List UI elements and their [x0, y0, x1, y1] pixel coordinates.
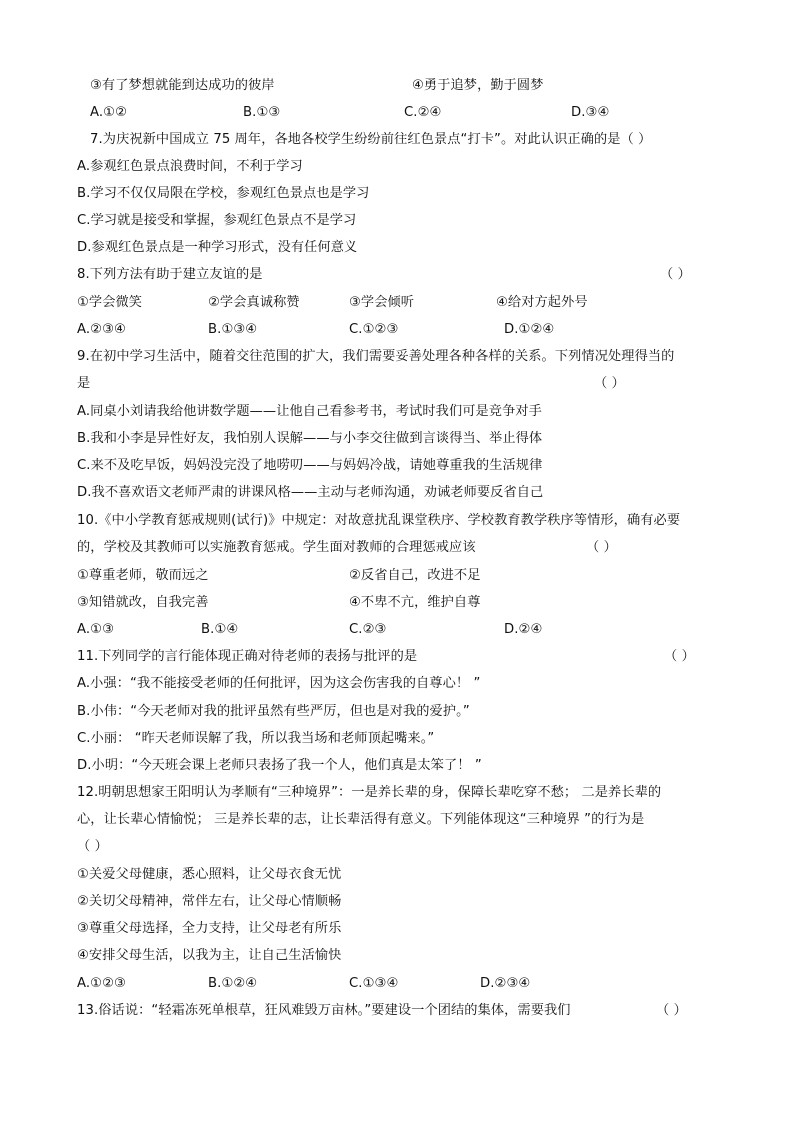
q8-item-1: ①学会微笑	[77, 295, 143, 310]
q8-option-c: C.①②③	[349, 322, 399, 337]
q7-option-b: B.学习不仅仅局限在学校，参观红色景点也是学习	[77, 186, 370, 201]
q12-option-c: C.①③④	[349, 976, 399, 991]
q7-stem: 7.为庆祝新中国成立 75 周年，各地各校学生纷纷前往红色景点“打卡”。对此认识正确的是（ ）	[90, 132, 652, 147]
q11-stem: 11.下列同学的言行能体现正确对待老师的表扬与批评的是	[77, 649, 418, 664]
q9-option-a: A.同桌小刘请我给他讲数学题——让他自己看参考书，考试时我们可是竞争对手	[77, 404, 542, 419]
q7-option-d: D.参观红色景点是一种学习形式，没有任何意义	[77, 240, 358, 255]
q12-option-d: D.②③④	[480, 976, 531, 991]
q12-item-4: ④安排父母生活，以我为主，让自己生活愉快	[77, 948, 342, 963]
q9-option-b: B.我和小李是异性好友，我怕别人误解——与小李交往做到言谈得当、举止得体	[77, 431, 543, 446]
q8-item-2: ②学会真诚称赞	[208, 295, 300, 310]
q12-option-a: A.①②③	[77, 976, 126, 991]
q9-bracket: （ ）	[594, 376, 625, 391]
q8-option-a: A.②③④	[77, 322, 126, 337]
q6-option-d: D.③④	[571, 105, 610, 120]
q9-option-c: C.来不及吃早饭，妈妈没完没了地唠叨——与妈妈冷战，请她尊重我的生活规律	[77, 458, 543, 473]
q10-stem-line2: 的，学校及其教师可以实施教育惩戒。学生面对教师的合理惩戒应该	[77, 540, 476, 555]
q10-item-1: ①尊重老师，敬而远之	[77, 568, 209, 583]
q12-option-b: B.①②④	[208, 976, 258, 991]
q9-stem-line2: 是	[77, 376, 91, 391]
q10-bracket: （ ）	[586, 540, 617, 555]
q7-option-c: C.学习就是接受和掌握，参观红色景点不是学习	[77, 213, 357, 228]
q8-item-3: ③学会倾听	[349, 295, 415, 310]
q8-bracket: （ ）	[660, 267, 691, 282]
q6-item-4: ④勇于追梦，勤于圆梦	[412, 78, 544, 93]
q9-stem-line1: 9.在初中学习生活中，随着交往范围的扩大，我们需要妥善处理各种各样的关系。下列情况处理得当的	[77, 349, 675, 364]
q13-bracket: （ ）	[656, 1003, 687, 1018]
q12-stem-line2: 心，让长辈心情愉悦； 三是养长辈的志，让长辈活得有意义。下列能体现这“三种境界 ”的行为是	[77, 812, 645, 827]
q11-option-d: D.小明：“今天班会课上老师只表扬了我一个人，他们真是太笨了！ ”	[77, 758, 482, 773]
q12-item-3: ③尊重父母选择，全力支持，让父母老有所乐	[77, 921, 342, 936]
q10-item-3: ③知错就改，自我完善	[77, 595, 209, 610]
q10-option-b: B.①④	[201, 622, 239, 637]
q12-stem-line3: （ ）	[77, 839, 108, 854]
q11-option-c: C.小丽： “昨天老师误解了我，所以我当场和老师顶起嘴来。”	[77, 731, 435, 746]
q13-stem: 13.俗话说：“轻霜冻死单根草，狂风难毁万亩林。”要建设一个团结的集体，需要我们	[77, 1003, 571, 1018]
q11-bracket: （ ）	[664, 649, 695, 664]
q6-option-a: A.①②	[90, 105, 128, 120]
q12-item-1: ①关爱父母健康，悉心照料，让父母衣食无忧	[77, 867, 342, 882]
q7-option-a: A.参观红色景点浪费时间，不利于学习	[77, 159, 303, 174]
q11-option-b: B.小伟：“今天老师对我的批评虽然有些严厉，但也是对我的爱护。”	[77, 704, 470, 719]
q10-item-4: ④不卑不亢，维护自尊	[349, 595, 481, 610]
q8-stem: 8.下列方法有助于建立友谊的是	[77, 267, 263, 282]
q10-stem-line1: 10.《中小学教育惩戒规则(试行)》中规定：对故意扰乱课堂秩序、学校教育教学秩序等情形，确有必要	[77, 513, 681, 528]
q10-option-c: C.②③	[349, 622, 387, 637]
q6-option-c: C.②④	[404, 105, 442, 120]
q9-option-d: D.我不喜欢语文老师严肃的讲课风格——主动与老师沟通，劝诫老师要反省自己	[77, 485, 544, 500]
q12-item-2: ②关切父母精神，常伴左右，让父母心情顺畅	[77, 894, 342, 909]
q10-option-a: A.①③	[77, 622, 115, 637]
q10-option-d: D.②④	[504, 622, 543, 637]
q10-item-2: ②反省自己，改进不足	[349, 568, 481, 583]
q11-option-a: A.小强：“我不能接受老师的任何批评，因为这会伤害我的自尊心！ ”	[77, 676, 481, 691]
q8-item-4: ④给对方起外号	[496, 295, 588, 310]
q12-stem-line1: 12.明朝思想家王阳明认为孝顺有“三种境界”：一是养长辈的身，保障长辈吃穿不愁； 二是养长辈的	[77, 785, 662, 800]
q6-option-b: B.①③	[243, 105, 281, 120]
q6-item-3: ③有了梦想就能到达成功的彼岸	[90, 78, 275, 93]
q8-option-b: B.①③④	[208, 322, 258, 337]
q8-option-d: D.①②④	[504, 322, 555, 337]
